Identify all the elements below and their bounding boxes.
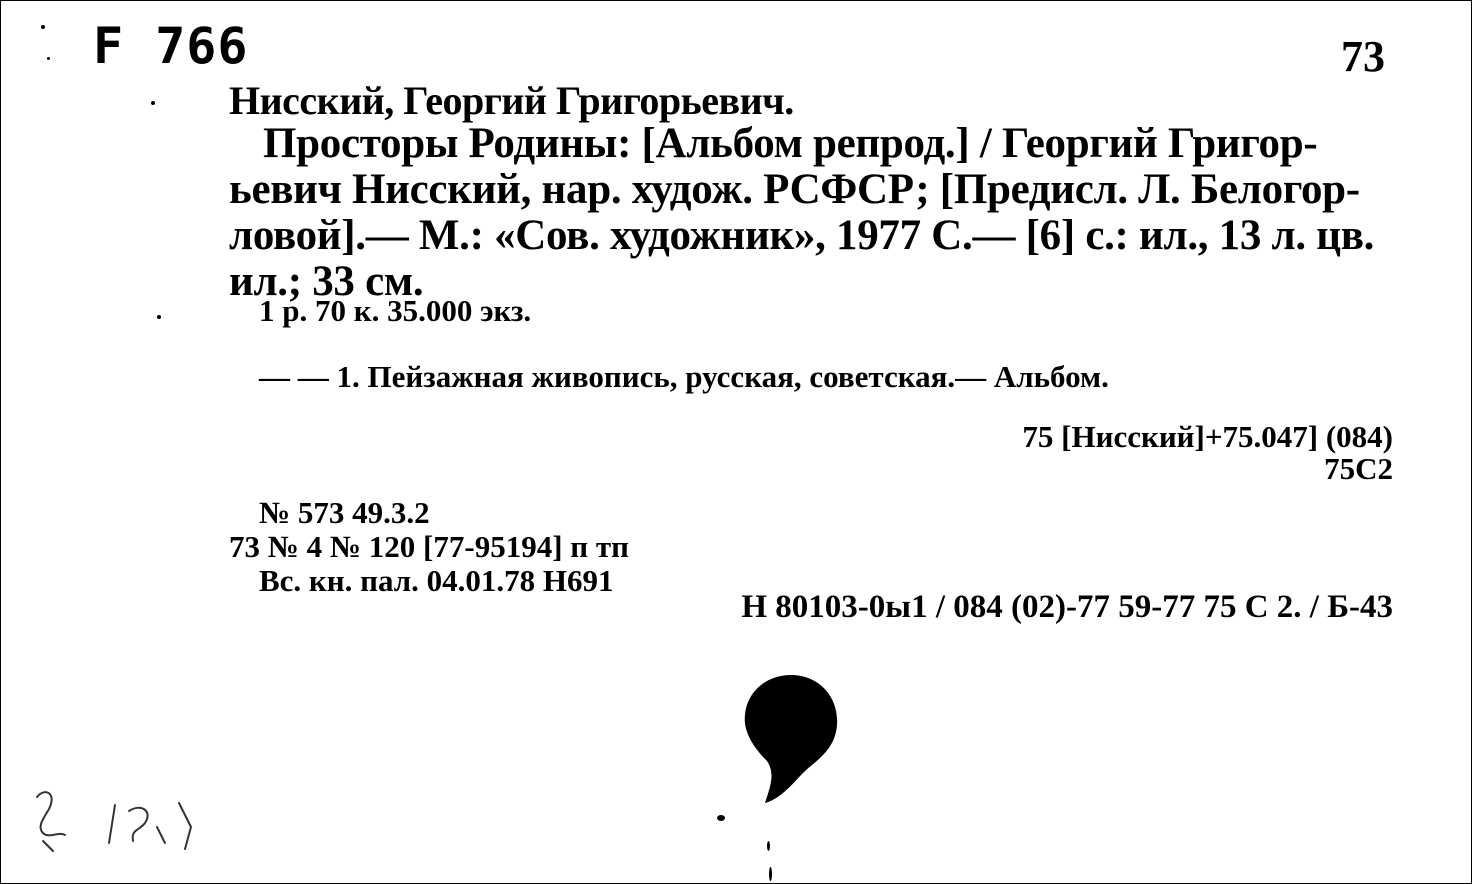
description-line: ьевич Нисский, нар. худож. РСФСР; [Предисл. Л. Белогор-	[229, 166, 1360, 213]
classification-index: 75 [Нисский]+75.047] (084)	[1022, 419, 1393, 454]
speck	[47, 57, 50, 60]
classification-code: 75С2	[1324, 451, 1393, 486]
description-line: ил.; 33 см.	[229, 258, 424, 305]
order-line: 73 № 4 № 120 [77-95194] п тп	[229, 529, 629, 564]
speck	[151, 101, 155, 105]
speck	[717, 815, 725, 821]
card-number: 73	[1341, 32, 1385, 81]
punch-hole-icon	[741, 669, 841, 809]
description-line: Просторы Родины: [Альбом репрод.] / Георгий Григор-	[263, 120, 1318, 167]
price-and-print-run: 1 р. 70 к. 35.000 экз.	[259, 293, 532, 328]
speck	[767, 841, 770, 851]
speck	[41, 25, 45, 29]
order-line: Вс. кн. пал. 04.01.78 Н691	[259, 563, 614, 598]
order-line: № 573 49.3.2	[259, 495, 430, 530]
speck	[157, 315, 161, 319]
speck	[769, 867, 772, 881]
footer-code: Н 80103-0ы1 / 084 (02)-77 59-77 75 С 2. / Б-43	[741, 589, 1393, 625]
handwritten-mark-icon	[29, 783, 209, 863]
subject-heading: — — 1. Пейзажная живопись, русская, советская.— Альбом.	[259, 359, 1109, 394]
bibliographic-description	[229, 121, 1399, 305]
author-heading: Нисский, Георгий Григорьевич.	[229, 78, 794, 123]
description-line: ловой].— М.: «Сов. художник», 1977 С.— [6] с.: ил., 13 л. цв.	[229, 212, 1375, 259]
call-number: F 766	[93, 17, 249, 75]
